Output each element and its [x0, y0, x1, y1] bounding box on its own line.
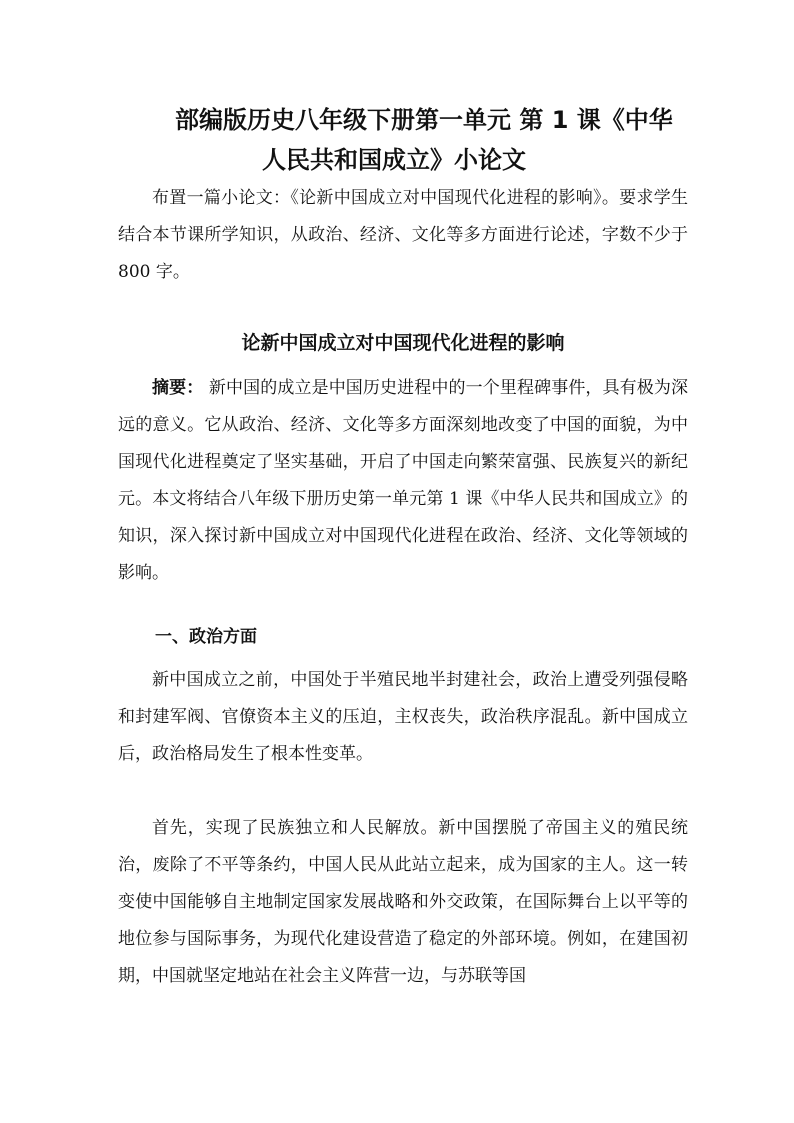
abstract-text: 新中国的成立是中国历史进程中的一个里程碑事件，具有极为深远的意义。它从政治、经济、文化等多方面深刻地改变了中国的面貌，为中国现代化进程奠定了坚实基础，开启了中国走向繁荣富强、民族复兴的新纪元。本文将结合八年级下册历史第一单元第 1 课《中华人民共和国成立》的知识，深入探讨新中国成立对中国现代化进程在政治、经济、文化等领域的影响。 — [118, 378, 689, 583]
assignment-paragraph: 布置一篇小论文：《论新中国成立对中国现代化进程的影响》。要求学生结合本节课所学知识，从政治、经济、文化等多方面进行论述，字数不少于 800 字。 — [118, 188, 688, 282]
politics-paragraph-1: 新中国成立之前，中国处于半殖民地半封建社会，政治上遭受列强侵略和封建军阀、官僚资本主义的压迫，主权丧失，政治秩序混乱。新中国成立后，政治格局发生了根本性变革。 — [118, 670, 688, 764]
essay-title: 论新中国成立对中国现代化进程的影响 — [241, 332, 565, 354]
section-heading-politics: 一、政治方面 — [155, 627, 257, 647]
abstract-label: 摘要： — [152, 378, 204, 398]
politics-paragraph-2: 首先，实现了民族独立和人民解放。新中国摆脱了帝国主义的殖民统治，废除了不平等条约，中国人民从此站立起来，成为国家的主人。这一转变使中国能够自主地制定国家发展战略和外交政策，在国际舞台上以平等的地位参与国际事务，为现代化建设营造了稳定的外部环境。例如，在建国初期，中国就坚定地站在社会主义阵营一边，与苏联等国 — [118, 818, 688, 986]
abstract-paragraph — [118, 370, 688, 592]
document-title-line1: 部编版历史八年级下册第一单元 第 1 课《中华 — [175, 106, 673, 134]
document-title — [120, 100, 680, 180]
document-title-line2: 人民共和国成立》小论文 — [262, 146, 526, 174]
